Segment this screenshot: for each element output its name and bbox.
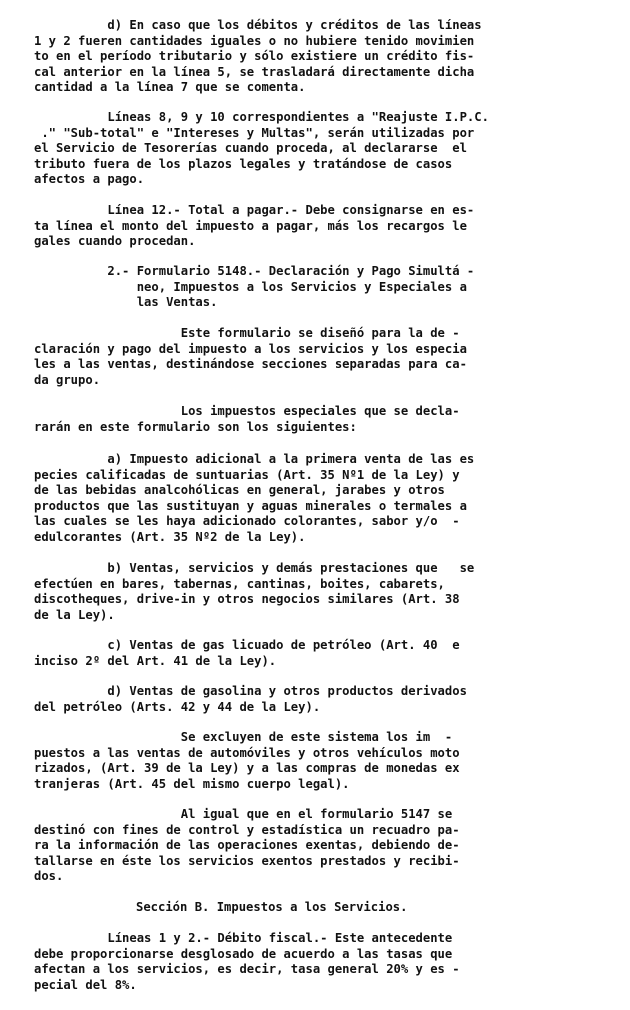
text-line: tranjeras (Art. 45 del mismo cuerpo legal). <box>34 776 350 791</box>
text-line: rarán en este formulario son los siguientes: <box>34 419 357 434</box>
text-line: Los impuestos especiales que se decla- <box>34 404 460 418</box>
paragraph-linea-12 <box>34 203 604 250</box>
text-line: productos que las sustituyan y aguas minerales o termales a <box>34 498 467 513</box>
text-line: les a las ventas, destinándose secciones separadas para ca- <box>34 357 467 371</box>
text-line: discotheques, drive-in y otros negocios similares (Art. 38 <box>34 592 460 606</box>
text-line: cantidad a la línea 7 que se comenta. <box>34 80 306 94</box>
paragraph-item-b <box>34 561 604 623</box>
paragraph-lineas-debitos-creditos <box>34 18 604 96</box>
text-line: inciso 2º del Art. 41 de la Ley). <box>34 653 277 668</box>
paragraph-impuestos-especiales <box>34 404 604 435</box>
paragraph-formulario-diseno <box>34 326 604 388</box>
text-line: edulcorantes (Art. 35 Nº2 de la Ley). <box>34 529 306 544</box>
text-line: ra la información de las operaciones exentas, debiendo de- <box>34 838 460 852</box>
text-line: puestos a las ventas de automóviles y otros vehículos moto <box>34 745 460 760</box>
text-line: Líneas 1 y 2.- Débito fiscal.- Este antecedente <box>34 931 453 945</box>
text-line: de la Ley). <box>34 607 115 622</box>
text-line: da grupo. <box>34 372 101 387</box>
text-line: d) En caso que los débitos y créditos de las líneas <box>34 18 482 32</box>
text-line: las cuales se les haya adicionado colorantes, sabor y/o - <box>34 514 460 528</box>
text-line: cal anterior en la línea 5, se trasladará directamente dicha <box>34 64 475 79</box>
text-line: 2.- Formulario 5148.- Declaración y Pago Simultá - <box>34 264 475 278</box>
paragraph-debito-fiscal <box>34 931 604 993</box>
section-heading: Sección B. Impuestos a los Servicios. <box>136 900 408 914</box>
text-line: dos. <box>34 869 64 883</box>
text-line: c) Ventas de gas licuado de petróleo (Art. 40 e <box>34 638 460 652</box>
text-line: Líneas 8, 9 y 10 correspondientes a "Reajuste I.P.C. <box>34 110 489 124</box>
text-line: de las bebidas analcohólicas en general, jarabes y otros <box>34 483 445 497</box>
paragraph-formulario-5148 <box>34 264 604 311</box>
text-line: claración y pago del impuesto a los servicios y los especia <box>34 341 467 356</box>
text-line: d) Ventas de gasolina y otros productos derivados <box>34 684 467 698</box>
paragraph-item-c <box>34 638 604 669</box>
text-line: to en el período tributario y sólo existiere un crédito fis- <box>34 49 475 63</box>
paragraph-item-a <box>34 452 604 545</box>
text-line: tallarse en éste los servicios exentos prestados y recibi- <box>34 853 460 868</box>
text-line: Este formulario se diseñó para la de - <box>34 326 460 340</box>
text-line: del petróleo (Arts. 42 y 44 de la Ley). <box>34 699 321 714</box>
paragraph-item-d <box>34 684 604 715</box>
text-line: debe proporcionarse desglosado de acuerdo a las tasas que <box>34 946 453 961</box>
text-line: tributo fuera de los plazos legales y tratándose de casos <box>34 156 453 171</box>
paragraph-lineas-8-9-10 <box>34 110 604 188</box>
text-line: efectúen en bares, tabernas, cantinas, boites, cabarets, <box>34 576 445 591</box>
text-line: afectan a los servicios, es decir, tasa general 20% y es - <box>34 962 460 976</box>
text-line: ta línea el monto del impuesto a pagar, más los recargos le <box>34 218 467 233</box>
text-line: pecies calificadas de suntuarias (Art. 35 Nº1 de la Ley) y <box>34 467 460 482</box>
text-line: neo, Impuestos a los Servicios y Especiales a <box>34 279 467 294</box>
text-line: a) Impuesto adicional a la primera venta de las es <box>34 452 475 466</box>
text-line: afectos a pago. <box>34 172 145 186</box>
text-line: pecial del 8%. <box>34 977 137 992</box>
text-line: b) Ventas, servicios y demás prestaciones que se <box>34 561 475 575</box>
text-line: 1 y 2 fueren cantidades iguales o no hubiere tenido movimien <box>34 33 475 48</box>
text-line: gales cuando procedan. <box>34 234 196 248</box>
text-line: el Servicio de Tesorerías cuando proceda, al declararse el <box>34 141 467 155</box>
text-line: las Ventas. <box>34 295 218 309</box>
text-line: rizados, (Art. 39 de la Ley) y a las compras de monedas ex <box>34 761 460 775</box>
text-line: ." "Sub-total" e "Intereses y Multas", serán utilizadas por <box>34 125 475 140</box>
paragraph-exclusiones <box>34 730 604 792</box>
text-line: Línea 12.- Total a pagar.- Debe consignarse en es- <box>34 203 475 217</box>
text-line: Al igual que en el formulario 5147 se <box>34 807 453 821</box>
text-line: Se excluyen de este sistema los im - <box>34 730 453 744</box>
text-line: destinó con fines de control y estadística un recuadro pa- <box>34 822 460 837</box>
paragraph-recuadro-exentas <box>34 807 604 885</box>
